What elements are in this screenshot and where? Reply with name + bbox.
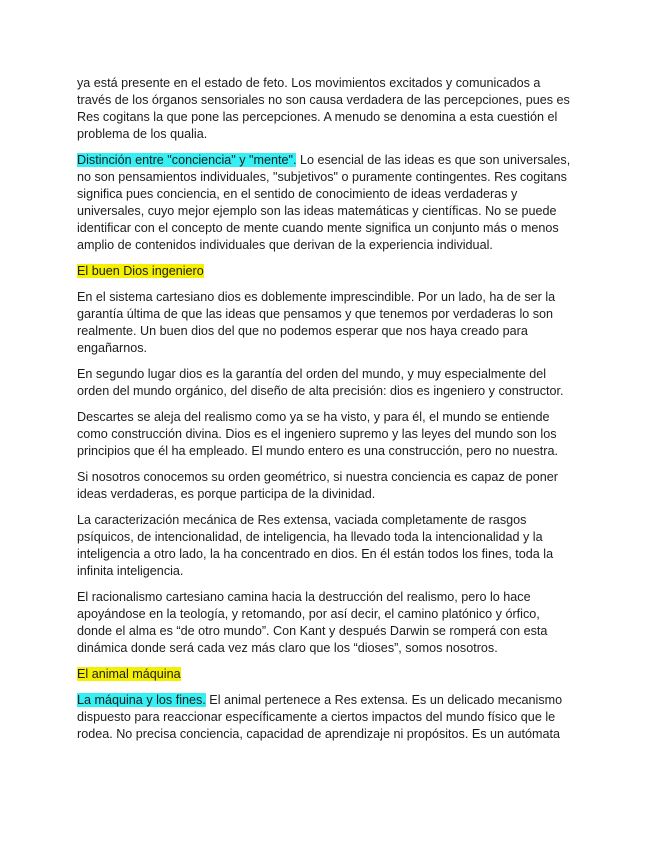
paragraph-conciencia-mente bbox=[77, 152, 577, 254]
section-heading-dios-ingeniero bbox=[77, 263, 577, 280]
paragraph-dios-imprescindible bbox=[77, 289, 577, 357]
heading-text: El animal máquina bbox=[77, 667, 181, 681]
paragraph-qualia bbox=[77, 75, 577, 143]
paragraph-text: La caracterización mecánica de Res extensa, vaciada completamente de rasgos psíquicos, de intencionalidad, de inteligencia, ha llevado toda la intencionalidad y la inteligencia a otro lado, la ha concentrado en dios. En él están todos los fines, toda la infinita inteligencia. bbox=[77, 513, 554, 578]
paragraph-orden-mundo bbox=[77, 366, 577, 400]
paragraph-text: En el sistema cartesiano dios es doblemente imprescindible. Por un lado, ha de ser la garantía última de que las ideas que pensamos y que tenemos por verdaderas lo son realmente. Un buen dios del que no podemos esperar que nos haya creado para engañarnos. bbox=[77, 290, 556, 355]
paragraph-text: El racionalismo cartesiano camina hacia la destrucción del realismo, pero lo hace apoyándose en la teología, y retomando, por así decir, el camino platónico y órfico, donde el alma es “de otro mundo”. Con Kant y después Darwin se romperá con esta dinámica donde será cada vez más claro que los “dioses”, somos nosotros. bbox=[77, 590, 548, 655]
paragraph-text: En segundo lugar dios es la garantía del orden del mundo, y muy especialmente del orden del mundo orgánico, del diseño de alta precisión: dios es ingeniero y constructor. bbox=[77, 367, 564, 398]
paragraph-text: El animal pertenece a Res extensa. Es un delicado mecanismo dispuesto para reaccionar específicamente a ciertos impactos del mundo físico que le rodea. No precisa conciencia, capacidad de aprendizaje ni propósitos. Es un autómata bbox=[77, 693, 563, 741]
paragraph-text: Lo esencial de las ideas es que son universales, no son pensamientos individuales, "subjetivos" o puramente contingentes. Res cogitans significa pues conciencia, en el sentido de conocimiento de ideas verdaderas y universales, cuyo mejor ejemplo son las ideas matemáticas y científicas. No se puede identificar con el concepto de mente cuando mente significa un conjunto más o menos amplio de contenidos individuales que derivan de la experiencia individual. bbox=[77, 153, 571, 252]
paragraph-text: Descartes se aleja del realismo como ya se ha visto, y para él, el mundo se entiende como construcción divina. Dios es el ingeniero supremo y las leyes del mundo son los principios que él ha empleado. El mundo entero es una construcción, pero no nuestra. bbox=[77, 410, 558, 458]
paragraph-text: ya está presente en el estado de feto. Los movimientos excitados y comunicados a través de los órganos sensoriales no son causa verdadera de las percepciones, pues es Res cogitans la que pone las percepciones. A menudo se denomina a esta cuestión el problema de los qualia. bbox=[77, 76, 570, 141]
document-page bbox=[77, 75, 577, 752]
paragraph-orden-geometrico bbox=[77, 469, 577, 503]
paragraph-maquina-fines bbox=[77, 692, 577, 743]
paragraph-racionalismo bbox=[77, 589, 577, 657]
paragraph-construccion-divina bbox=[77, 409, 577, 460]
section-heading-animal-maquina bbox=[77, 666, 577, 683]
highlighted-lead: La máquina y los fines. bbox=[77, 693, 206, 707]
heading-text: El buen Dios ingeniero bbox=[77, 264, 204, 278]
paragraph-text: Si nosotros conocemos su orden geométrico, si nuestra conciencia es capaz de poner ideas verdaderas, es porque participa de la divinidad. bbox=[77, 470, 558, 501]
paragraph-res-extensa bbox=[77, 512, 577, 580]
highlighted-lead: Distinción entre "conciencia" y "mente". bbox=[77, 153, 297, 167]
